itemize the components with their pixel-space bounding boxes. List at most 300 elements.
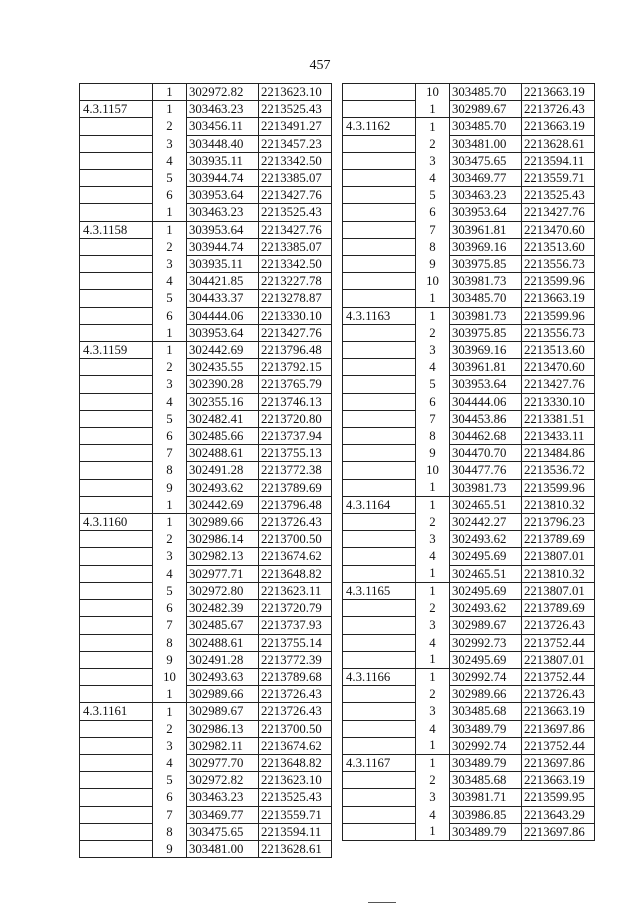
- table-row: [80, 324, 332, 341]
- point-number-cell: 1: [153, 204, 187, 221]
- table-row: [343, 307, 595, 324]
- point-number-cell: 6: [153, 187, 187, 204]
- footer-rule: [368, 902, 396, 903]
- plot-id-cell: [343, 84, 416, 101]
- point-number-cell: 2: [153, 118, 187, 135]
- y-coordinate-cell: 2213726.43: [522, 686, 595, 703]
- plot-id-cell: 4.3.1166: [343, 668, 416, 685]
- y-coordinate-cell: 2213556.73: [522, 256, 595, 273]
- point-number-cell: 9: [153, 840, 187, 857]
- y-coordinate-cell: 2213513.60: [522, 342, 595, 359]
- point-number-cell: 3: [153, 737, 187, 754]
- y-coordinate-cell: 2213807.01: [522, 651, 595, 668]
- y-coordinate-cell: 2213559.71: [259, 806, 332, 823]
- y-coordinate-cell: 2213381.51: [522, 410, 595, 427]
- y-coordinate-cell: 2213674.62: [259, 737, 332, 754]
- x-coordinate-cell: 304453.86: [450, 410, 522, 427]
- table-row: [343, 152, 595, 169]
- x-coordinate-cell: 303485.68: [450, 703, 522, 720]
- plot-id-cell: [343, 187, 416, 204]
- plot-id-cell: [343, 445, 416, 462]
- point-number-cell: 2: [416, 600, 450, 617]
- point-number-cell: 9: [416, 445, 450, 462]
- plot-id-cell: [80, 462, 153, 479]
- point-number-cell: 7: [153, 617, 187, 634]
- table-row: [80, 686, 332, 703]
- point-number-cell: 4: [153, 273, 187, 290]
- x-coordinate-cell: 303981.73: [450, 273, 522, 290]
- table-row: [80, 84, 332, 101]
- point-number-cell: 5: [153, 772, 187, 789]
- plot-id-cell: [343, 273, 416, 290]
- x-coordinate-cell: 303953.64: [187, 221, 259, 238]
- y-coordinate-cell: 2213746.13: [259, 393, 332, 410]
- x-coordinate-cell: 303981.73: [450, 479, 522, 496]
- point-number-cell: 10: [416, 273, 450, 290]
- point-number-cell: 3: [153, 376, 187, 393]
- point-number-cell: 3: [416, 617, 450, 634]
- table-row: [343, 754, 595, 771]
- table-row: [80, 634, 332, 651]
- x-coordinate-cell: 303944.74: [187, 238, 259, 255]
- x-coordinate-cell: 302989.67: [450, 101, 522, 118]
- x-coordinate-cell: 302465.51: [450, 496, 522, 513]
- x-coordinate-cell: 302390.28: [187, 376, 259, 393]
- table-row: [80, 772, 332, 789]
- plot-id-cell: 4.3.1159: [80, 342, 153, 359]
- plot-id-cell: [343, 479, 416, 496]
- plot-id-cell: [80, 686, 153, 703]
- point-number-cell: 1: [153, 84, 187, 101]
- x-coordinate-cell: 303485.70: [450, 84, 522, 101]
- x-coordinate-cell: 302442.69: [187, 496, 259, 513]
- table-row: [80, 617, 332, 634]
- point-number-cell: 5: [153, 170, 187, 187]
- plot-id-cell: [343, 772, 416, 789]
- table-row: [80, 290, 332, 307]
- x-coordinate-cell: 304462.68: [450, 428, 522, 445]
- y-coordinate-cell: 2213556.73: [522, 324, 595, 341]
- y-coordinate-cell: 2213810.32: [522, 496, 595, 513]
- y-coordinate-cell: 2213752.44: [522, 737, 595, 754]
- plot-id-cell: [80, 204, 153, 221]
- plot-id-cell: [343, 565, 416, 582]
- x-coordinate-cell: 303469.77: [187, 806, 259, 823]
- y-coordinate-cell: 2213663.19: [522, 772, 595, 789]
- table-row: [343, 428, 595, 445]
- point-number-cell: 3: [153, 135, 187, 152]
- plot-id-cell: [343, 806, 416, 823]
- x-coordinate-cell: 303475.65: [450, 152, 522, 169]
- x-coordinate-cell: 303975.85: [450, 324, 522, 341]
- point-number-cell: 1: [416, 479, 450, 496]
- table-row: [343, 290, 595, 307]
- y-coordinate-cell: 2213720.80: [259, 410, 332, 427]
- point-number-cell: 4: [416, 806, 450, 823]
- table-row: [80, 204, 332, 221]
- x-coordinate-cell: 302355.16: [187, 393, 259, 410]
- x-coordinate-cell: 303456.11: [187, 118, 259, 135]
- point-number-cell: 8: [416, 428, 450, 445]
- table-row: [343, 496, 595, 513]
- x-coordinate-cell: 303935.11: [187, 152, 259, 169]
- y-coordinate-cell: 2213623.10: [259, 772, 332, 789]
- y-coordinate-cell: 2213663.19: [522, 84, 595, 101]
- point-number-cell: 6: [153, 600, 187, 617]
- x-coordinate-cell: 302989.66: [187, 686, 259, 703]
- table-row: [80, 428, 332, 445]
- table-row: [343, 823, 595, 840]
- point-number-cell: 1: [416, 290, 450, 307]
- x-coordinate-cell: 303448.40: [187, 135, 259, 152]
- table-row: [343, 531, 595, 548]
- point-number-cell: 5: [153, 290, 187, 307]
- point-number-cell: 5: [416, 376, 450, 393]
- plot-id-cell: [343, 152, 416, 169]
- y-coordinate-cell: 2213470.60: [522, 359, 595, 376]
- x-coordinate-cell: 302992.74: [450, 737, 522, 754]
- x-coordinate-cell: 302989.66: [187, 514, 259, 531]
- plot-id-cell: [80, 290, 153, 307]
- plot-id-cell: [80, 359, 153, 376]
- plot-id-cell: [343, 651, 416, 668]
- plot-id-cell: [343, 135, 416, 152]
- plot-id-cell: [80, 668, 153, 685]
- point-number-cell: 8: [153, 823, 187, 840]
- point-number-cell: 8: [416, 238, 450, 255]
- table-row: [343, 634, 595, 651]
- x-coordinate-cell: 302972.82: [187, 84, 259, 101]
- plot-id-cell: [343, 514, 416, 531]
- x-coordinate-cell: 302485.66: [187, 428, 259, 445]
- table-row: [80, 479, 332, 496]
- x-coordinate-cell: 302977.70: [187, 754, 259, 771]
- table-row: [343, 238, 595, 255]
- y-coordinate-cell: 2213559.71: [522, 170, 595, 187]
- point-number-cell: 8: [153, 634, 187, 651]
- point-number-cell: 7: [416, 410, 450, 427]
- y-coordinate-cell: 2213726.43: [522, 101, 595, 118]
- plot-id-cell: [80, 772, 153, 789]
- x-coordinate-cell: 303463.23: [450, 187, 522, 204]
- y-coordinate-cell: 2213697.86: [522, 754, 595, 771]
- table-row: [80, 152, 332, 169]
- point-number-cell: 10: [153, 668, 187, 685]
- table-row: [343, 342, 595, 359]
- x-coordinate-cell: 302488.61: [187, 445, 259, 462]
- y-coordinate-cell: 2213807.01: [522, 582, 595, 599]
- table-row: [80, 651, 332, 668]
- y-coordinate-cell: 2213737.94: [259, 428, 332, 445]
- coordinates-table-left: [79, 83, 332, 858]
- table-row: [80, 221, 332, 238]
- point-number-cell: 4: [153, 393, 187, 410]
- x-coordinate-cell: 303489.79: [450, 754, 522, 771]
- table-row: [343, 118, 595, 135]
- x-coordinate-cell: 302972.82: [187, 772, 259, 789]
- y-coordinate-cell: 2213663.19: [522, 290, 595, 307]
- table-row: [80, 118, 332, 135]
- x-coordinate-cell: 302982.11: [187, 737, 259, 754]
- point-number-cell: 1: [153, 686, 187, 703]
- point-number-cell: 7: [153, 445, 187, 462]
- table-row: [80, 101, 332, 118]
- point-number-cell: 7: [416, 221, 450, 238]
- table-row: [80, 668, 332, 685]
- table-row: [80, 496, 332, 513]
- point-number-cell: 3: [153, 548, 187, 565]
- y-coordinate-cell: 2213427.76: [522, 376, 595, 393]
- point-number-cell: 1: [153, 703, 187, 720]
- point-number-cell: 1: [416, 307, 450, 324]
- point-number-cell: 3: [416, 703, 450, 720]
- table-row: [343, 256, 595, 273]
- x-coordinate-cell: 303986.85: [450, 806, 522, 823]
- x-coordinate-cell: 304421.85: [187, 273, 259, 290]
- point-number-cell: 8: [153, 462, 187, 479]
- y-coordinate-cell: 2213385.07: [259, 170, 332, 187]
- plot-id-cell: [343, 376, 416, 393]
- point-number-cell: 1: [153, 342, 187, 359]
- plot-id-cell: 4.3.1167: [343, 754, 416, 771]
- plot-id-cell: [80, 479, 153, 496]
- point-number-cell: 4: [153, 565, 187, 582]
- point-number-cell: 3: [416, 789, 450, 806]
- y-coordinate-cell: 2213491.27: [259, 118, 332, 135]
- plot-id-cell: [80, 617, 153, 634]
- y-coordinate-cell: 2213796.23: [522, 514, 595, 531]
- x-coordinate-cell: 302989.66: [450, 686, 522, 703]
- point-number-cell: 1: [416, 565, 450, 582]
- y-coordinate-cell: 2213536.72: [522, 462, 595, 479]
- point-number-cell: 6: [153, 789, 187, 806]
- x-coordinate-cell: 302442.27: [450, 514, 522, 531]
- plot-id-cell: [343, 617, 416, 634]
- plot-id-cell: [80, 737, 153, 754]
- table-row: [343, 617, 595, 634]
- plot-id-cell: [343, 428, 416, 445]
- plot-id-cell: [80, 135, 153, 152]
- plot-id-cell: [80, 565, 153, 582]
- point-number-cell: 2: [153, 359, 187, 376]
- x-coordinate-cell: 302482.41: [187, 410, 259, 427]
- y-coordinate-cell: 2213755.13: [259, 445, 332, 462]
- plot-id-cell: [80, 840, 153, 857]
- point-number-cell: 3: [416, 152, 450, 169]
- table-row: [343, 514, 595, 531]
- y-coordinate-cell: 2213427.76: [522, 204, 595, 221]
- x-coordinate-cell: 302989.67: [450, 617, 522, 634]
- y-coordinate-cell: 2213697.86: [522, 823, 595, 840]
- y-coordinate-cell: 2213427.76: [259, 324, 332, 341]
- plot-id-cell: 4.3.1157: [80, 101, 153, 118]
- plot-id-cell: [343, 789, 416, 806]
- table-row: [80, 789, 332, 806]
- plot-id-cell: [343, 600, 416, 617]
- plot-id-cell: 4.3.1158: [80, 221, 153, 238]
- x-coordinate-cell: 303485.70: [450, 290, 522, 307]
- y-coordinate-cell: 2213789.69: [522, 600, 595, 617]
- table-row: [80, 273, 332, 290]
- coordinates-table-right: [342, 83, 595, 841]
- y-coordinate-cell: 2213599.96: [522, 273, 595, 290]
- y-coordinate-cell: 2213789.69: [259, 479, 332, 496]
- table-row: [80, 342, 332, 359]
- x-coordinate-cell: 303975.85: [450, 256, 522, 273]
- point-number-cell: 4: [416, 548, 450, 565]
- table-row: [343, 84, 595, 101]
- x-coordinate-cell: 302977.71: [187, 565, 259, 582]
- x-coordinate-cell: 303485.70: [450, 118, 522, 135]
- x-coordinate-cell: 304470.70: [450, 445, 522, 462]
- point-number-cell: 1: [416, 668, 450, 685]
- plot-id-cell: 4.3.1161: [80, 703, 153, 720]
- table-row: [80, 410, 332, 427]
- plot-id-cell: 4.3.1163: [343, 307, 416, 324]
- plot-id-cell: [343, 238, 416, 255]
- x-coordinate-cell: 302493.63: [187, 668, 259, 685]
- plot-id-cell: [343, 359, 416, 376]
- point-number-cell: 5: [153, 582, 187, 599]
- y-coordinate-cell: 2213227.78: [259, 273, 332, 290]
- plot-id-cell: [80, 720, 153, 737]
- plot-id-cell: [343, 204, 416, 221]
- y-coordinate-cell: 2213663.19: [522, 703, 595, 720]
- y-coordinate-cell: 2213772.38: [259, 462, 332, 479]
- left-table-body: [80, 84, 332, 858]
- point-number-cell: 9: [153, 479, 187, 496]
- plot-id-cell: [343, 342, 416, 359]
- x-coordinate-cell: 302485.67: [187, 617, 259, 634]
- y-coordinate-cell: 2213342.50: [259, 256, 332, 273]
- plot-id-cell: [343, 170, 416, 187]
- table-row: [343, 600, 595, 617]
- y-coordinate-cell: 2213755.14: [259, 634, 332, 651]
- point-number-cell: 6: [153, 428, 187, 445]
- point-number-cell: 1: [416, 651, 450, 668]
- x-coordinate-cell: 303953.64: [450, 204, 522, 221]
- x-coordinate-cell: 303944.74: [187, 170, 259, 187]
- point-number-cell: 1: [416, 823, 450, 840]
- table-row: [343, 324, 595, 341]
- plot-id-cell: [80, 531, 153, 548]
- x-coordinate-cell: 303469.77: [450, 170, 522, 187]
- plot-id-cell: [343, 703, 416, 720]
- point-number-cell: 1: [153, 101, 187, 118]
- x-coordinate-cell: 303489.79: [450, 823, 522, 840]
- table-row: [80, 823, 332, 840]
- plot-id-cell: 4.3.1165: [343, 582, 416, 599]
- x-coordinate-cell: 302992.74: [450, 668, 522, 685]
- x-coordinate-cell: 303961.81: [450, 221, 522, 238]
- y-coordinate-cell: 2213278.87: [259, 290, 332, 307]
- x-coordinate-cell: 303489.79: [450, 720, 522, 737]
- y-coordinate-cell: 2213663.19: [522, 118, 595, 135]
- y-coordinate-cell: 2213599.96: [522, 479, 595, 496]
- y-coordinate-cell: 2213594.11: [522, 152, 595, 169]
- table-row: [80, 445, 332, 462]
- x-coordinate-cell: 303961.81: [450, 359, 522, 376]
- x-coordinate-cell: 302495.69: [450, 651, 522, 668]
- x-coordinate-cell: 302465.51: [450, 565, 522, 582]
- y-coordinate-cell: 2213330.10: [522, 393, 595, 410]
- y-coordinate-cell: 2213810.32: [522, 565, 595, 582]
- x-coordinate-cell: 302495.69: [450, 548, 522, 565]
- table-row: [343, 376, 595, 393]
- table-row: [80, 737, 332, 754]
- table-row: [80, 514, 332, 531]
- x-coordinate-cell: 302442.69: [187, 342, 259, 359]
- x-coordinate-cell: 302488.61: [187, 634, 259, 651]
- x-coordinate-cell: 303969.16: [450, 342, 522, 359]
- plot-id-cell: [80, 84, 153, 101]
- y-coordinate-cell: 2213648.82: [259, 754, 332, 771]
- table-row: [343, 565, 595, 582]
- y-coordinate-cell: 2213789.68: [259, 668, 332, 685]
- point-number-cell: 7: [153, 806, 187, 823]
- y-coordinate-cell: 2213470.60: [522, 221, 595, 238]
- table-row: [343, 668, 595, 685]
- x-coordinate-cell: 302435.55: [187, 359, 259, 376]
- point-number-cell: 6: [416, 393, 450, 410]
- table-row: [343, 273, 595, 290]
- plot-id-cell: [80, 428, 153, 445]
- point-number-cell: 2: [416, 514, 450, 531]
- point-number-cell: 2: [416, 772, 450, 789]
- table-row: [343, 410, 595, 427]
- table-row: [80, 531, 332, 548]
- plot-id-cell: [80, 273, 153, 290]
- table-row: [343, 806, 595, 823]
- table-row: [343, 582, 595, 599]
- table-row: [343, 479, 595, 496]
- x-coordinate-cell: 303935.11: [187, 256, 259, 273]
- y-coordinate-cell: 2213807.01: [522, 548, 595, 565]
- plot-id-cell: [343, 720, 416, 737]
- y-coordinate-cell: 2213792.15: [259, 359, 332, 376]
- point-number-cell: 2: [416, 686, 450, 703]
- plot-id-cell: [343, 393, 416, 410]
- y-coordinate-cell: 2213628.61: [259, 840, 332, 857]
- table-row: [80, 703, 332, 720]
- table-row: [343, 651, 595, 668]
- right-table-body: [343, 84, 595, 841]
- point-number-cell: 1: [153, 514, 187, 531]
- plot-id-cell: [80, 651, 153, 668]
- plot-id-cell: [343, 101, 416, 118]
- plot-id-cell: [80, 393, 153, 410]
- table-row: [80, 600, 332, 617]
- plot-id-cell: [80, 634, 153, 651]
- y-coordinate-cell: 2213789.69: [522, 531, 595, 548]
- point-number-cell: 3: [153, 256, 187, 273]
- plot-id-cell: [343, 686, 416, 703]
- point-number-cell: 6: [153, 307, 187, 324]
- point-number-cell: 4: [416, 359, 450, 376]
- plot-id-cell: [80, 152, 153, 169]
- table-row: [80, 135, 332, 152]
- plot-id-cell: [80, 445, 153, 462]
- y-coordinate-cell: 2213433.11: [522, 428, 595, 445]
- plot-id-cell: [80, 582, 153, 599]
- table-row: [80, 307, 332, 324]
- table-row: [343, 445, 595, 462]
- table-row: [80, 256, 332, 273]
- table-row: [80, 462, 332, 479]
- plot-id-cell: 4.3.1160: [80, 514, 153, 531]
- table-row: [343, 462, 595, 479]
- x-coordinate-cell: 303475.65: [187, 823, 259, 840]
